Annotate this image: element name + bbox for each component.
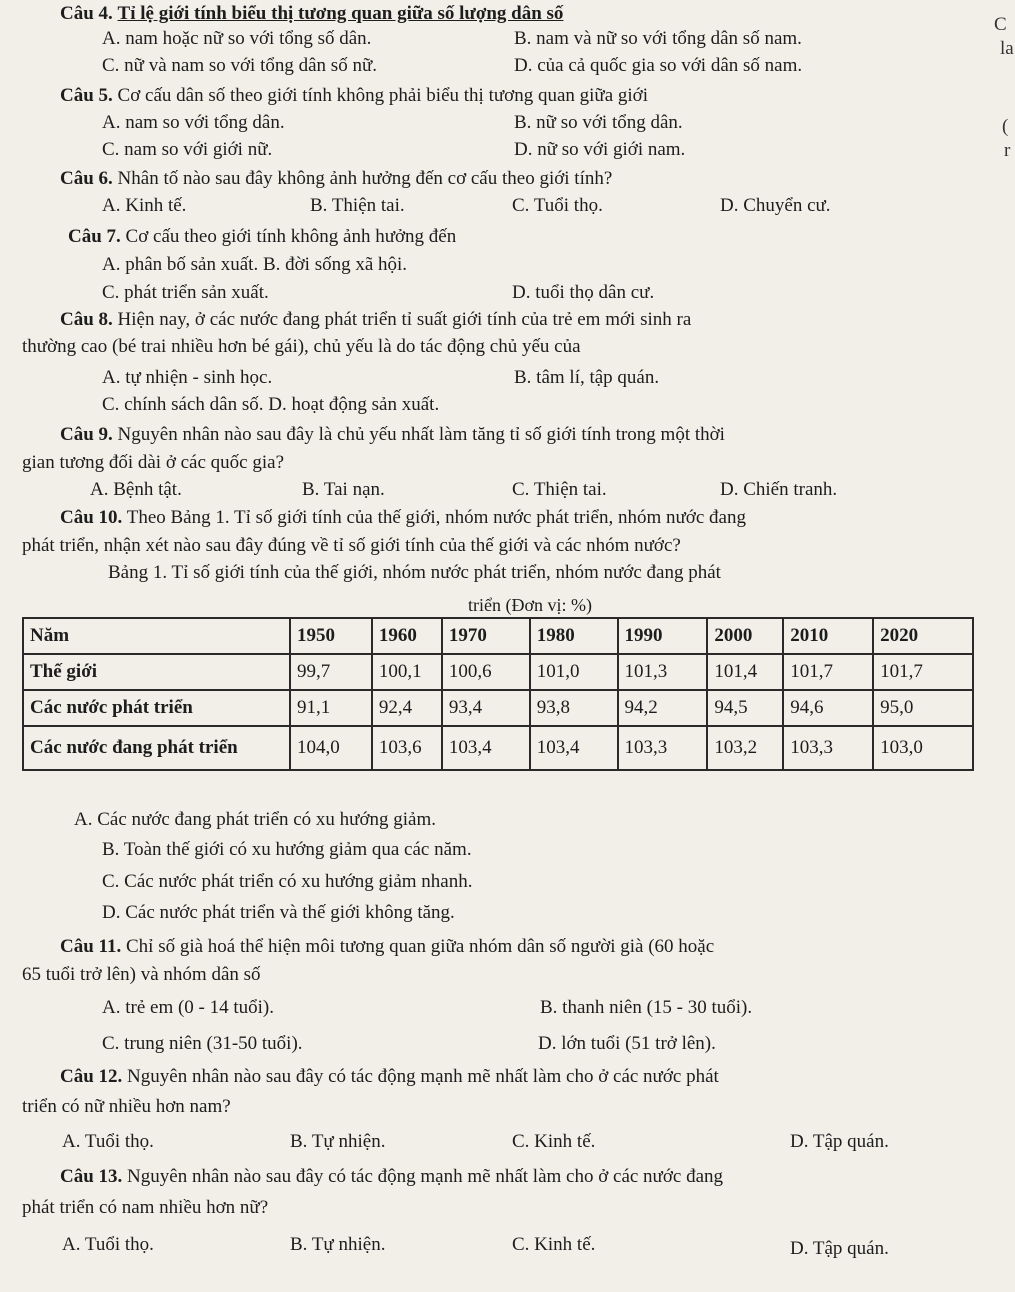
header-cell: 2020 — [873, 618, 973, 654]
option-a: A. Tuổi thọ. — [62, 1234, 154, 1255]
question-label: Câu 10. — [60, 507, 123, 528]
option-a: A. nam so với tổng dân. — [102, 112, 285, 133]
option-b: B. Toàn thế giới có xu hướng giảm qua các năm. — [102, 839, 472, 860]
option-b: B. nữ so với tổng dân. — [514, 112, 683, 133]
question-label: Câu 9. — [60, 424, 113, 445]
row-label: Các nước đang phát triển — [23, 726, 290, 770]
option-c: C. trung niên (31-50 tuổi). — [102, 1033, 303, 1054]
option-b: B. Tự nhiện. — [290, 1131, 386, 1152]
row-label: Thế giới — [23, 654, 290, 690]
table-caption: Bảng 1. Tỉ số giới tính của thế giới, nhóm nước phát triển, nhóm nước đang phát — [108, 562, 721, 583]
option-c: C. Kinh tế. — [512, 1234, 596, 1255]
question-text-cont: gian tương đối dài ở các quốc gia? — [22, 452, 285, 473]
option-d: D. Tập quán. — [790, 1131, 889, 1152]
question-label: Câu 6. — [60, 168, 113, 189]
option-c: C. nữ và nam so với tổng dân số nữ. — [102, 55, 377, 76]
option-b: B. Tai nạn. — [302, 479, 385, 500]
header-cell: 1980 — [530, 618, 618, 654]
table-cell: 93,8 — [530, 690, 618, 726]
option-b: B. Tự nhiện. — [290, 1234, 386, 1255]
table-cell: 101,7 — [873, 654, 973, 690]
question-text: Nguyên nhân nào sau đây có tác động mạnh mẽ nhất làm cho ở các nước đang — [127, 1166, 724, 1187]
question-text-cont: phát triển có nam nhiều hơn nữ? — [22, 1197, 269, 1218]
header-cell: Năm — [23, 618, 290, 654]
option-a: A. Tuổi thọ. — [62, 1131, 154, 1152]
question-text: Cơ cấu dân số theo giới tính không phải biểu thị tương quan giữa giới — [117, 85, 648, 106]
table-row — [23, 690, 973, 726]
question-label: Câu 13. — [60, 1166, 123, 1187]
option-b: B. thanh niên (15 - 30 tuổi). — [540, 997, 753, 1018]
edge-fragment: ( — [1002, 116, 1009, 137]
question-text: Theo Bảng 1. Tỉ số giới tính của thế giới, nhóm nước phát triển, nhóm nước đang — [126, 507, 746, 528]
option-c: C. Các nước phát triển có xu hướng giảm nhanh. — [102, 871, 473, 892]
question-label: Câu 11. — [60, 936, 122, 957]
table-cell: 103,3 — [783, 726, 873, 770]
question-text: Chỉ số già hoá thể hiện môi tương quan giữa nhóm dân số người già (60 hoặc — [126, 936, 715, 957]
table-cell: 91,1 — [290, 690, 372, 726]
option-ab: A. phân bố sản xuất. B. đời sống xã hội. — [102, 254, 408, 275]
option-cd: C. chính sách dân số. D. hoạt động sản xuất. — [102, 394, 440, 415]
question-label: Câu 8. — [60, 309, 113, 330]
option-d: D. Chuyển cư. — [720, 195, 831, 216]
table-cell: 104,0 — [290, 726, 372, 770]
question-label: Câu 7. — [68, 226, 121, 247]
question-label: Câu 12. — [60, 1066, 123, 1087]
option-a: A. trẻ em (0 - 14 tuổi). — [102, 997, 275, 1018]
option-a: A. Các nước đang phát triển có xu hướng giảm. — [74, 809, 437, 830]
option-b: B. tâm lí, tập quán. — [514, 367, 660, 388]
header-cell: 2000 — [707, 618, 783, 654]
option-c: C. nam so với giới nữ. — [102, 139, 273, 160]
table-header-row — [23, 618, 973, 654]
table-cell: 100,1 — [372, 654, 442, 690]
edge-fragment: C — [994, 14, 1007, 35]
table-cell: 101,4 — [707, 654, 783, 690]
table-cell: 101,3 — [618, 654, 708, 690]
header-cell: 1990 — [618, 618, 708, 654]
question-text-cont: triển có nữ nhiều hơn nam? — [22, 1096, 231, 1117]
option-c: C. Kinh tế. — [512, 1131, 596, 1152]
sex-ratio-table — [22, 617, 974, 771]
table-row — [23, 726, 973, 770]
option-d: D. Chiến tranh. — [720, 479, 838, 500]
question-13 — [60, 1165, 723, 1189]
table-caption-cont: triển (Đơn vị: %) — [468, 595, 592, 615]
header-cell: 1960 — [372, 618, 442, 654]
table-cell: 99,7 — [290, 654, 372, 690]
question-7 — [68, 225, 456, 249]
table-cell: 101,0 — [530, 654, 618, 690]
edge-fragment: r — [1004, 140, 1011, 161]
option-d: D. Tập quán. — [790, 1238, 889, 1259]
table-cell: 94,2 — [618, 690, 708, 726]
table-cell: 103,3 — [618, 726, 708, 770]
question-8 — [60, 308, 691, 332]
header-cell: 2010 — [783, 618, 873, 654]
table-cell: 103,2 — [707, 726, 783, 770]
question-label: Câu 4. — [60, 3, 113, 24]
question-text: Nguyên nhân nào sau đây là chủ yếu nhất làm tăng tỉ số giới tính trong một thời — [117, 424, 725, 445]
question-text-cont: thường cao (bé trai nhiều hơn bé gái), chủ yếu là do tác động chủ yếu của — [22, 336, 581, 357]
table-cell: 92,4 — [372, 690, 442, 726]
option-c: C. Thiện tai. — [512, 479, 607, 500]
table-cell: 101,7 — [783, 654, 873, 690]
table-cell: 94,6 — [783, 690, 873, 726]
question-text: Cơ cấu theo giới tính không ảnh hưởng đến — [125, 226, 457, 247]
option-d: D. tuổi thọ dân cư. — [512, 282, 655, 303]
table-cell: 103,4 — [530, 726, 618, 770]
header-cell: 1970 — [442, 618, 530, 654]
option-a: A. tự nhiện - sinh học. — [102, 367, 273, 388]
option-a: A. Kinh tế. — [102, 195, 187, 216]
question-label: Câu 5. — [60, 85, 113, 106]
question-text-cont: phát triển, nhận xét nào sau đây đúng về tỉ số giới tính của thế giới và các nhóm nước? — [22, 535, 681, 556]
question-10 — [60, 506, 746, 530]
question-5 — [60, 84, 648, 108]
question-9 — [60, 423, 725, 447]
option-b: B. Thiện tai. — [310, 195, 405, 216]
question-text: Tỉ lệ giới tính biểu thị tương quan giữa số lượng dân số — [117, 3, 564, 24]
question-text: Nhân tố nào sau đây không ảnh hưởng đến cơ cấu theo giới tính? — [117, 168, 613, 189]
row-label: Các nước phát triển — [23, 690, 290, 726]
option-d: D. lớn tuổi (51 trở lên). — [538, 1033, 716, 1054]
question-4 — [60, 2, 563, 26]
table-cell: 103,6 — [372, 726, 442, 770]
option-d: D. Các nước phát triển và thế giới không tăng. — [102, 902, 455, 923]
question-12 — [60, 1065, 719, 1089]
table-cell: 103,0 — [873, 726, 973, 770]
table-cell: 100,6 — [442, 654, 530, 690]
option-a: A. Bệnh tật. — [90, 479, 182, 500]
option-d: D. nữ so với giới nam. — [514, 139, 686, 160]
question-text: Hiện nay, ở các nước đang phát triển tỉ suất giới tính của trẻ em mới sinh ra — [117, 309, 692, 330]
option-a: A. nam hoặc nữ so với tổng số dân. — [102, 28, 372, 49]
table-cell: 95,0 — [873, 690, 973, 726]
question-text-cont: 65 tuổi trở lên) và nhóm dân số — [22, 964, 261, 985]
edge-fragment: la — [1000, 38, 1014, 59]
table-cell: 93,4 — [442, 690, 530, 726]
option-b: B. nam và nữ so với tổng dân số nam. — [514, 28, 802, 49]
question-text: Nguyên nhân nào sau đây có tác động mạnh mẽ nhất làm cho ở các nước phát — [127, 1066, 719, 1087]
header-cell: 1950 — [290, 618, 372, 654]
table-row — [23, 654, 973, 690]
option-c: C. Tuổi thọ. — [512, 195, 603, 216]
table-cell: 103,4 — [442, 726, 530, 770]
question-11 — [60, 935, 714, 959]
question-6 — [60, 167, 612, 191]
table-cell: 94,5 — [707, 690, 783, 726]
option-c: C. phát triển sản xuất. — [102, 282, 269, 303]
option-d: D. của cả quốc gia so với dân số nam. — [514, 55, 803, 76]
